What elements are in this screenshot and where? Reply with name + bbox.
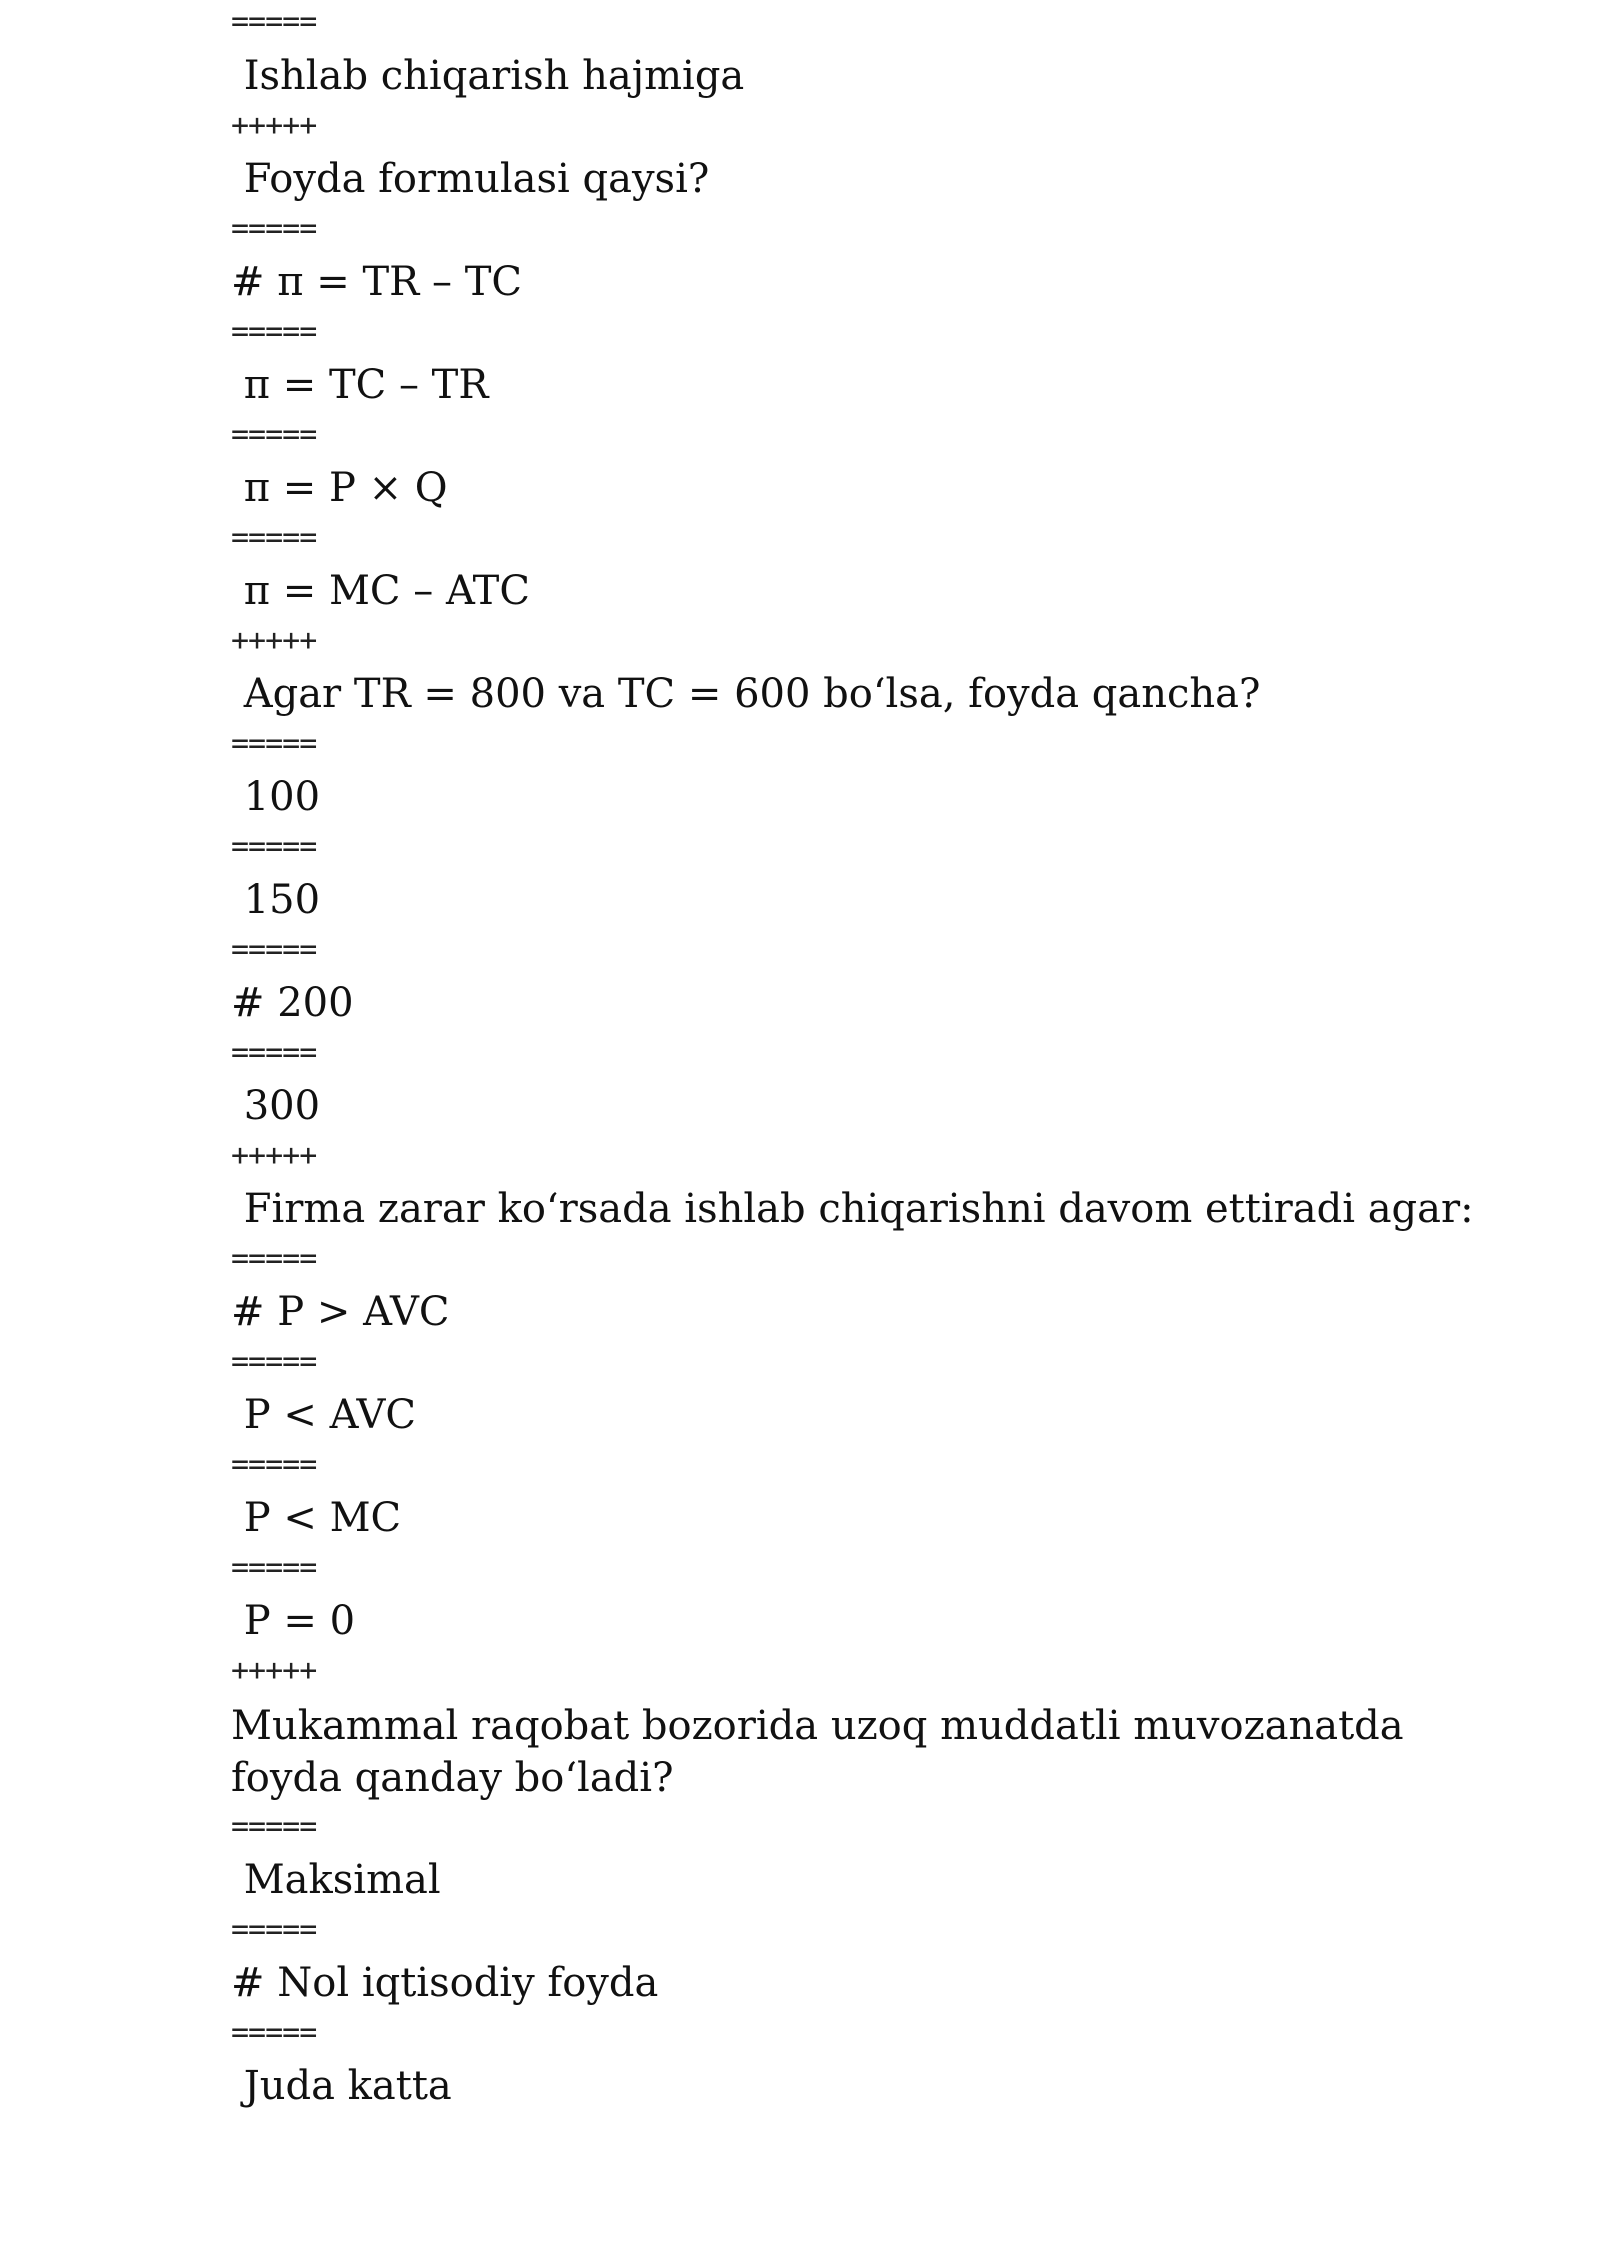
separator-equals: =====: [231, 1809, 317, 1844]
separator-equals: =====: [231, 1447, 317, 1482]
answer-option: π = MC – ATC: [231, 568, 530, 614]
separator-equals: =====: [231, 1550, 317, 1585]
question-text: Mukammal raqobat bozorida uzoq muddatli muvozanatda foyda qanday bo‘ladi?: [231, 1703, 1404, 1801]
document-page: [231, 0, 1531, 2113]
answer-option: 150: [231, 877, 321, 923]
separator-plus: +++++: [231, 108, 317, 143]
answer-option: π = TC – TR: [231, 362, 489, 408]
answer-option-correct: # π = TR – TC: [231, 259, 522, 305]
separator-equals: =====: [231, 1912, 317, 1947]
separator-equals: =====: [231, 2015, 317, 2050]
question-text: Firma zarar ko‘rsada ishlab chiqarishni davom ettiradi agar:: [231, 1186, 1474, 1232]
separator-equals: =====: [231, 1344, 317, 1379]
separator-equals: =====: [231, 417, 317, 452]
separator-equals: =====: [231, 520, 317, 555]
answer-option: Juda katta: [231, 2063, 452, 2109]
question-text: Agar TR = 800 va TC = 600 bo‘lsa, foyda qancha?: [231, 671, 1261, 717]
separator-equals: =====: [231, 829, 317, 864]
answer-option: P < AVC: [231, 1392, 416, 1438]
answer-option: 100: [231, 774, 321, 820]
answer-option-correct: # 200: [231, 980, 354, 1026]
separator-equals: =====: [231, 932, 317, 967]
answer-option: P = 0: [231, 1598, 356, 1644]
answer-option: 300: [231, 1083, 321, 1129]
separator-plus: +++++: [231, 1138, 317, 1173]
answer-option: Maksimal: [231, 1857, 441, 1903]
answer-option: Ishlab chiqarish hajmiga: [231, 53, 745, 99]
question-text: Foyda formulasi qaysi?: [231, 156, 710, 202]
answer-option-correct: # Nol iqtisodiy foyda: [231, 1960, 659, 2006]
separator-equals: =====: [231, 1241, 317, 1276]
separator-equals: =====: [231, 4, 317, 39]
separator-equals: =====: [231, 314, 317, 349]
separator-equals: =====: [231, 211, 317, 246]
answer-option: π = P × Q: [231, 465, 448, 511]
separator-equals: =====: [231, 1035, 317, 1070]
answer-option: P < MC: [231, 1495, 402, 1541]
answer-option-correct: # P > AVC: [231, 1289, 450, 1335]
separator-plus: +++++: [231, 623, 317, 658]
separator-equals: =====: [231, 726, 317, 761]
separator-plus: +++++: [231, 1653, 317, 1688]
